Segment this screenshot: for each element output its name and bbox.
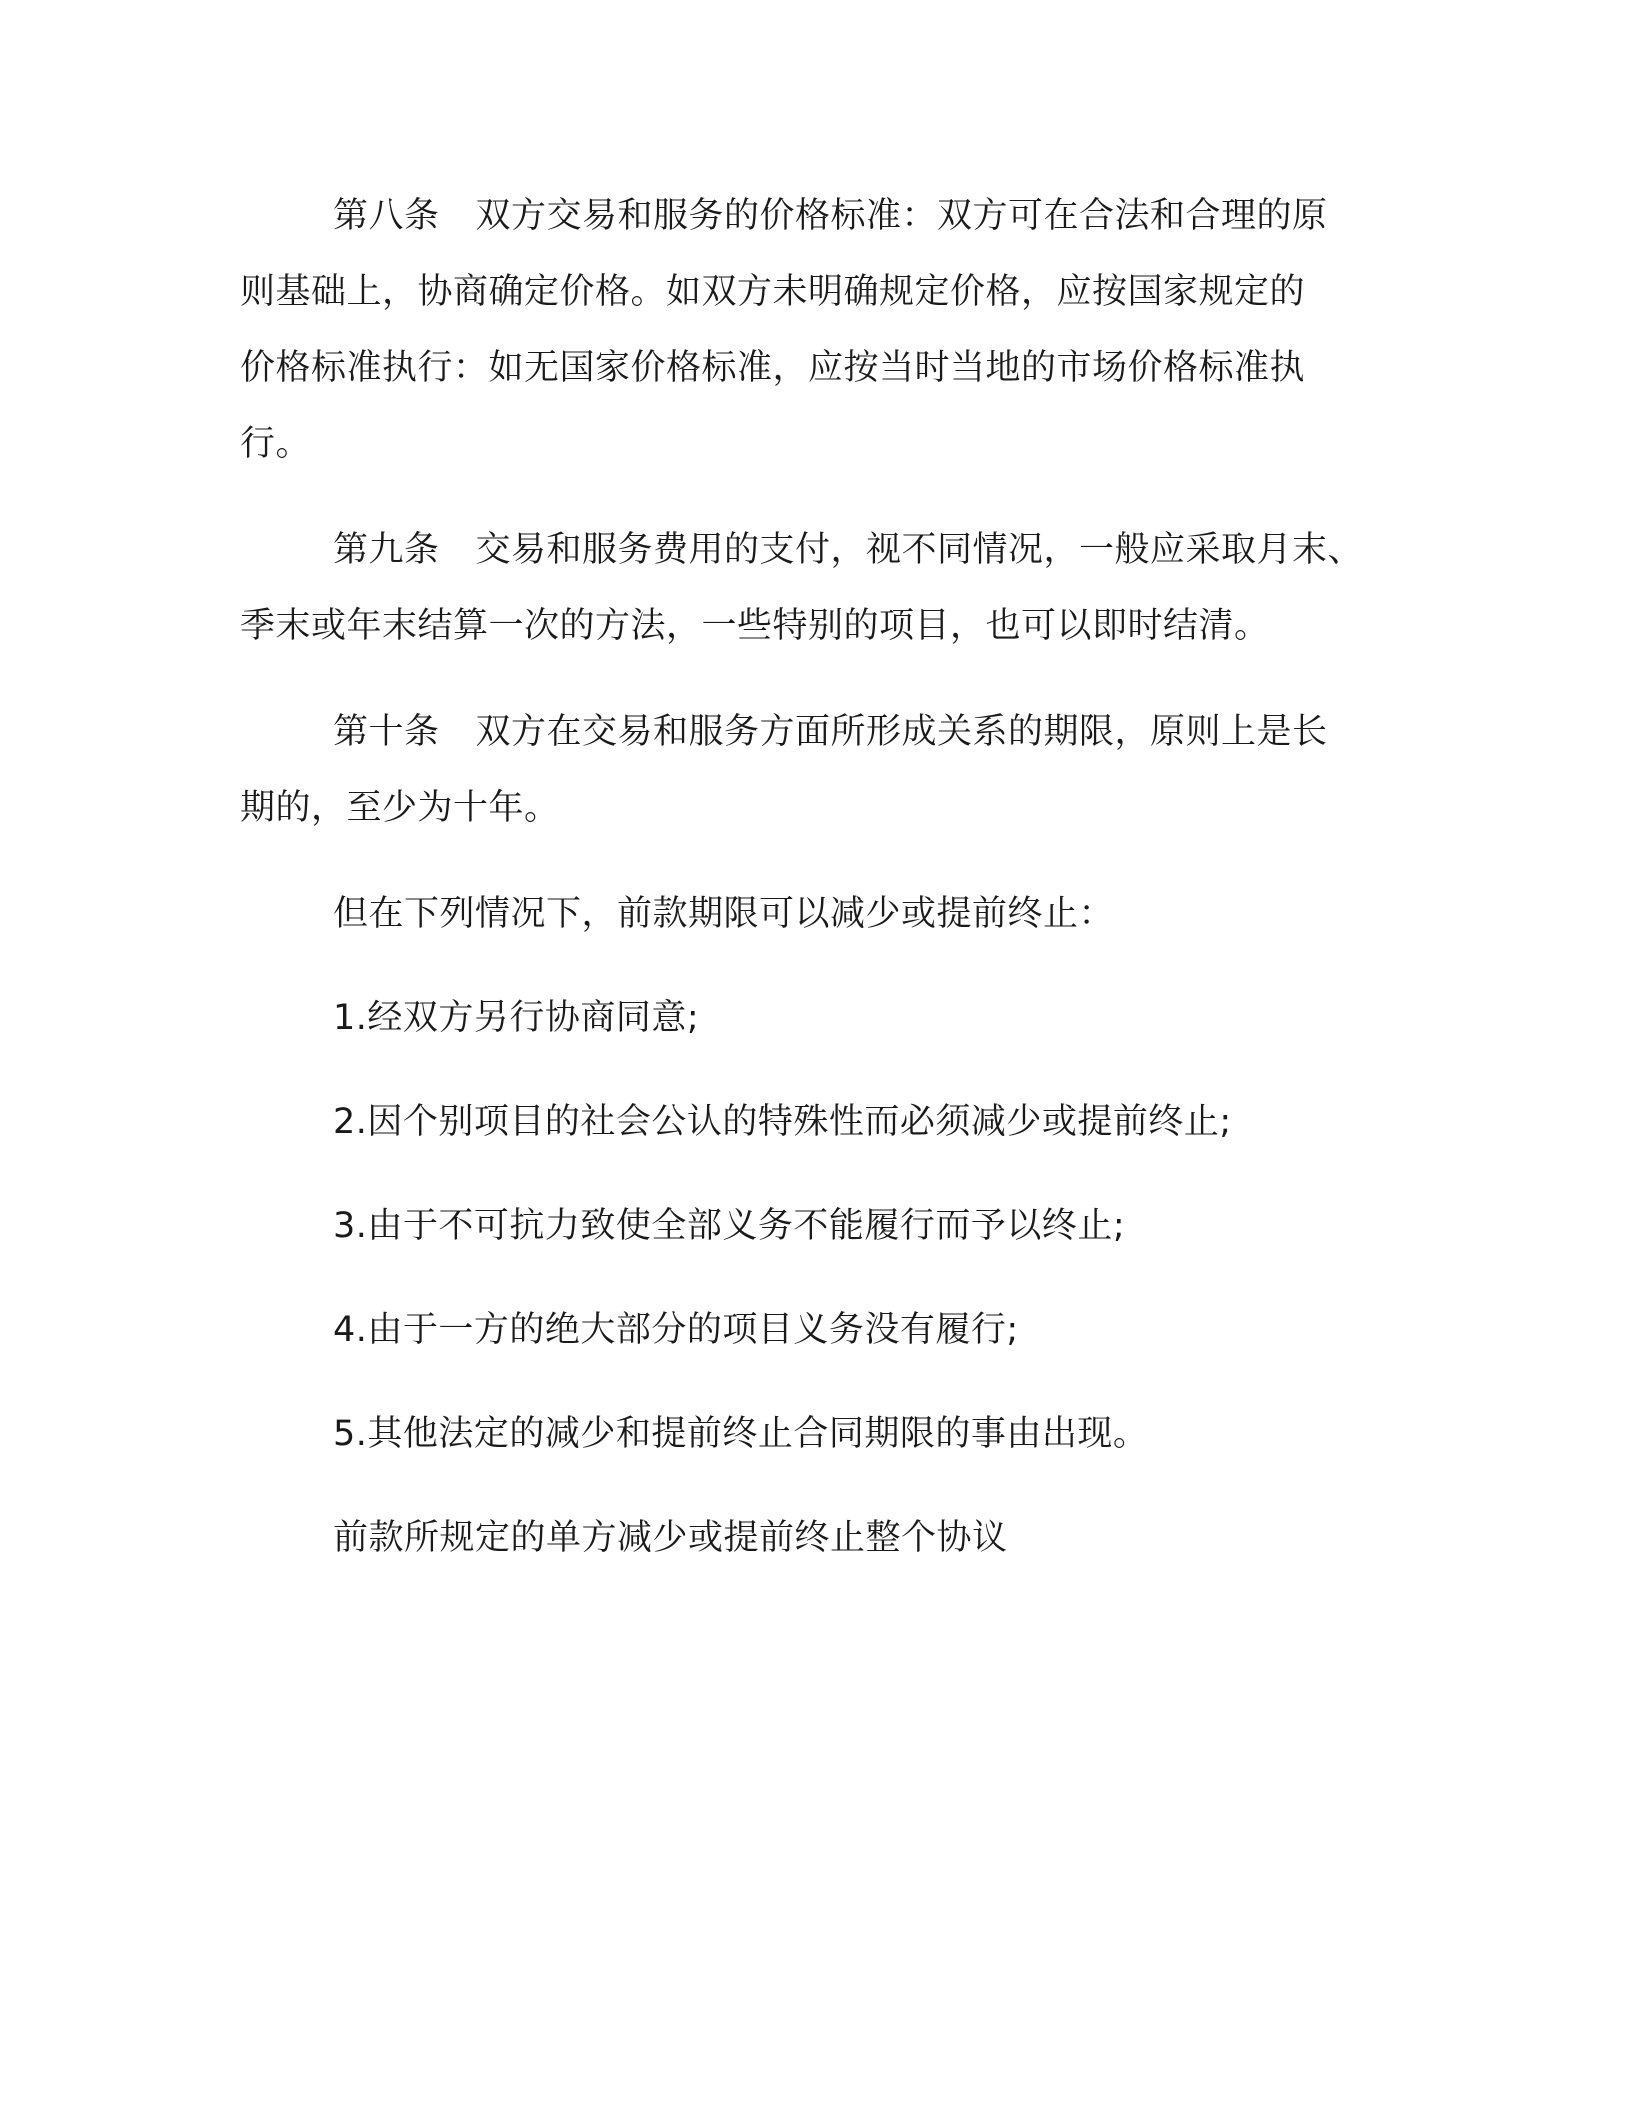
article-9-heading: 第九条 xyxy=(333,530,440,570)
exception-item-5: 5.其他法定的减少和提前终止合同期限的事由出现。 xyxy=(333,1414,1149,1454)
exceptions-intro: 但在下列情况下，前款期限可以减少或提前终止： xyxy=(333,894,1115,934)
article-10-line-1: 双方在交易和服务方面所形成关系的期限，原则上是长 xyxy=(475,712,1328,752)
article-8-line-2: 则基础上，协商确定价格。如双方未明确规定价格，应按国家规定的 xyxy=(240,272,1306,312)
exception-item-2: 2.因个别项目的社会公认的特殊性而必须减少或提前终止; xyxy=(333,1102,1232,1142)
article-9-line-1: 交易和服务费用的支付，视不同情况，一般应采取月末、 xyxy=(475,530,1364,570)
article-8-first-line xyxy=(333,196,1328,236)
article-8-line-1: 双方交易和服务的价格标准：双方可在合法和合理的原 xyxy=(475,196,1328,236)
article-8-line-4: 行。 xyxy=(240,424,312,464)
exception-item-1: 1.经双方另行协商同意; xyxy=(333,998,700,1038)
closing-line: 前款所规定的单方减少或提前终止整个协议 xyxy=(333,1518,1008,1558)
exception-item-3: 3.由于不可抗力致使全部义务不能履行而予以终止; xyxy=(333,1206,1126,1246)
article-10-line-2: 期的，至少为十年。 xyxy=(240,788,560,828)
article-8-heading: 第八条 xyxy=(333,196,440,236)
article-10-heading: 第十条 xyxy=(333,712,440,752)
exception-item-4: 4.由于一方的绝大部分的项目义务没有履行; xyxy=(333,1310,1019,1350)
article-8-line-3: 价格标准执行：如无国家价格标准，应按当时当地的市场价格标准执 xyxy=(240,348,1306,388)
article-9-line-2: 季末或年末结算一次的方法，一些特别的项目，也可以即时结清。 xyxy=(240,606,1270,646)
article-10-first-line xyxy=(333,712,1328,752)
article-9-first-line xyxy=(333,530,1363,570)
